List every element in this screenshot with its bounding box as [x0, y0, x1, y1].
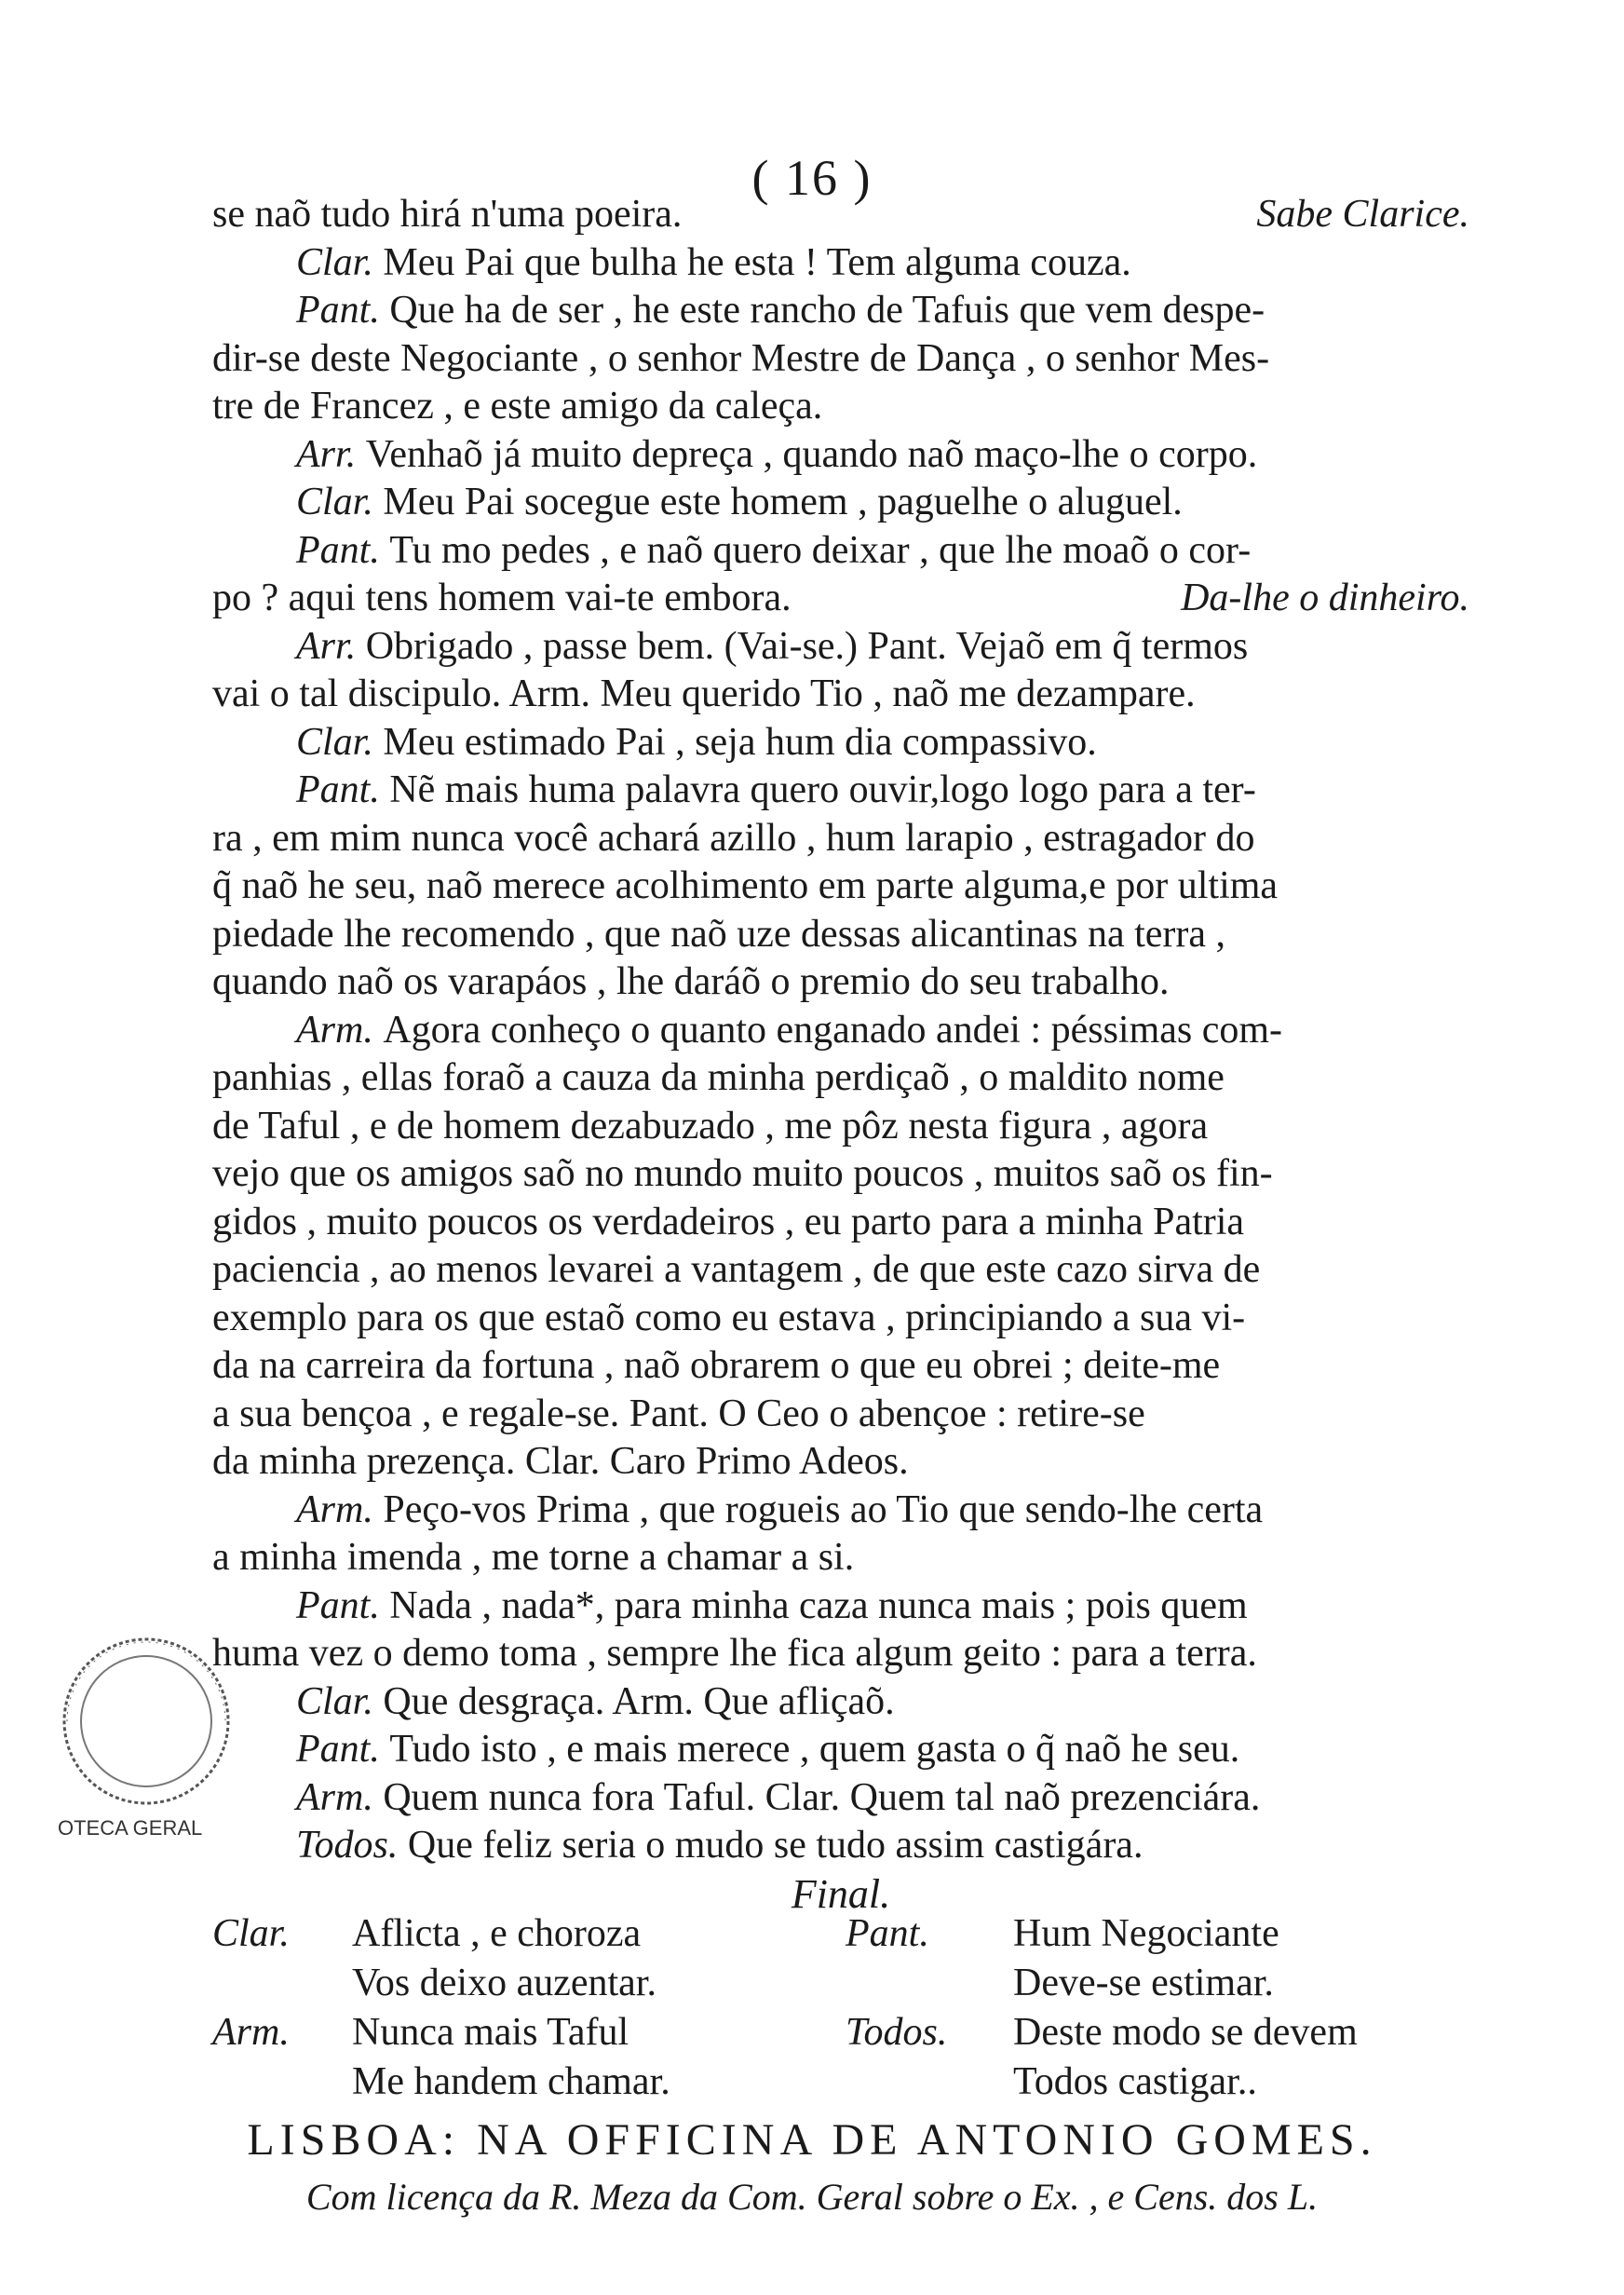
- line-text: Meu Pai socegue este homem , paguelhe o aluguel.: [383, 481, 1183, 523]
- line-text: Que feliz seria o mudo se tudo assim castigára.: [407, 1824, 1144, 1867]
- verse-text: Todos castigar..: [1013, 2060, 1257, 2103]
- text-line: [212, 479, 1469, 527]
- line-text: Meu Pai que bulha he esta ! Tem alguma couza.: [383, 240, 1131, 284]
- stage-direction: Da-lhe o dinheiro.: [1181, 577, 1469, 619]
- line-text: Peço-vos Prima , que rogueis ao Tio que sendo-lhe certa: [383, 1487, 1264, 1531]
- stamp-text: OTECA GERAL: [58, 1816, 203, 1840]
- text-line: [212, 1295, 1469, 1343]
- line-text: tre de Francez , e este amigo da caleça.: [212, 385, 823, 428]
- speaker-label: Arr.: [296, 432, 366, 476]
- text-line: [212, 911, 1469, 959]
- speaker-label: Pant.: [296, 1583, 390, 1627]
- text-line: [212, 431, 1469, 480]
- verse-text: Me handem chamar.: [352, 2060, 670, 2103]
- text-line: [212, 575, 1469, 623]
- stage-direction: Sabe Clarice.: [1256, 193, 1469, 236]
- line-text: dir-se deste Negociante , o senhor Mestre de Dança , o senhor Mes-: [212, 336, 1270, 380]
- text-line: [212, 1342, 1469, 1391]
- text-line: [212, 1678, 1469, 1727]
- verse-line: [212, 1909, 1469, 1959]
- line-text: da na carreira da fortuna , naõ obrarem o que eu obrei ; deite-me: [212, 1344, 1221, 1387]
- speaker-label: Clar.: [296, 1679, 384, 1723]
- line-text: Agora conheço o quanto enganado andei : péssimas com-: [383, 1008, 1283, 1052]
- line-text: ra , em mim nunca você achará azillo , hum larapio , estragador do: [212, 816, 1255, 860]
- text-line: [212, 767, 1469, 815]
- text-line: [212, 1726, 1469, 1774]
- license-line: Com licença da R. Meza da Com. Geral sobre o Ex. , e Cens. dos L.: [305, 2176, 1319, 2218]
- speaker-label: Clar.: [296, 481, 384, 523]
- text-line: [212, 1246, 1469, 1295]
- text-line: [212, 239, 1469, 288]
- speaker-label: Pant.: [296, 289, 390, 332]
- verse-text: Aflicta , e choroza: [352, 1912, 642, 1955]
- speaker-label: Pant.: [296, 768, 390, 811]
- verse-line: [212, 2057, 1469, 2107]
- speaker-label: Pant.: [296, 1728, 390, 1771]
- line-text: a minha imenda , me torne a chamar a si.: [212, 1536, 855, 1579]
- line-text: panhias , ellas foraõ a cauza da minha perdiçaõ , o maldito nome: [212, 1056, 1225, 1099]
- text-line: [212, 719, 1469, 767]
- verse-speaker: Pant.: [846, 1912, 929, 1955]
- text-line: [212, 958, 1469, 1007]
- verse-text: Nunca mais Taful: [352, 2011, 629, 2054]
- line-text: Que ha de ser , he este rancho de Tafuis que vem despe-: [389, 289, 1265, 332]
- text-line: [212, 287, 1469, 335]
- line-text: Tudo isto , e mais merece , quem gasta o q̃ naõ he seu.: [389, 1728, 1240, 1771]
- final-heading: Final.: [791, 1870, 891, 1917]
- text-line: [212, 815, 1469, 863]
- text-line: [212, 1007, 1469, 1055]
- line-text: huma vez o demo toma , sempre lhe fica algum geito : para a terra.: [212, 1632, 1257, 1675]
- page-number: ( 16 ): [751, 150, 873, 206]
- verse-line: [212, 2008, 1469, 2057]
- line-text: po ? aqui tens homem vai-te embora.: [212, 577, 792, 619]
- line-text: piedade lhe recomendo , que naõ uze dessas alicantinas na terra ,: [212, 912, 1226, 956]
- text-line: [212, 335, 1469, 384]
- text-line: [212, 1582, 1469, 1631]
- line-text: Obrigado , passe bem. (Vai-se.) Pant. Vejaõ em q̃ termos: [365, 624, 1249, 668]
- line-text: Que desgraça. Arm. Que afliçaõ.: [383, 1679, 895, 1723]
- line-text: da minha prezença. Clar. Caro Primo Adeos.: [212, 1440, 909, 1483]
- text-line: [212, 1822, 1469, 1870]
- imprint-line: LISBOA: NA OFFICINA DE ANTONIO GOMES.: [247, 2115, 1377, 2165]
- line-text: Nẽ mais huma palavra quero ouvir,logo logo para a ter-: [389, 768, 1256, 811]
- line-text: Venhaõ já muito depreça , quando naõ maço-lhe o corpo.: [365, 432, 1258, 476]
- line-text: Tu mo pedes , e naõ quero deixar , que lhe moaõ o cor-: [389, 528, 1252, 572]
- line-text: a sua bençoa , e regale-se. Pant. O Ceo o abençoe : retire-se: [212, 1392, 1145, 1435]
- text-line: [212, 1487, 1469, 1535]
- speaker-label: Pant.: [296, 528, 390, 572]
- verse-text: Deve-se estimar.: [1013, 1962, 1274, 2004]
- library-stamp: [58, 1619, 253, 1842]
- line-text: de Taful , e de homem dezabuzado , me pôz nesta figura , agora: [212, 1104, 1209, 1148]
- line-text: Quem nunca fora Taful. Clar. Quem tal naõ prezenciára.: [383, 1775, 1261, 1819]
- line-text: se naõ tudo hirá n'uma poeira.: [212, 193, 683, 236]
- verse-text: Hum Negociante: [1013, 1912, 1279, 1955]
- text-line: [212, 383, 1469, 431]
- speaker-label: Clar.: [296, 240, 384, 284]
- text-line: [212, 1150, 1469, 1199]
- text-line: [212, 1630, 1469, 1678]
- text-line: [212, 1774, 1469, 1823]
- line-text: vai o tal discipulo. Arm. Meu querido Tio , naõ me dezampare.: [212, 672, 1196, 715]
- line-text: paciencia , ao menos levarei a vantagem , de que este cazo sirva de: [212, 1248, 1261, 1291]
- text-line: [212, 527, 1469, 576]
- text-line: [212, 1103, 1469, 1151]
- text-line: [212, 1438, 1469, 1487]
- speaker-label: Clar.: [296, 720, 384, 764]
- verse-speaker: Clar.: [212, 1912, 290, 1955]
- line-text: Nada , nada*, para minha caza nunca mais ; pois quem: [389, 1583, 1248, 1627]
- verse-speaker: Arm.: [212, 2011, 290, 2054]
- play-text: [212, 191, 1469, 1918]
- text-line: [212, 862, 1469, 911]
- text-line: [212, 1054, 1469, 1103]
- speaker-label: Arm.: [296, 1775, 384, 1819]
- speaker-label: Arm.: [296, 1487, 384, 1531]
- line-text: gidos , muito poucos os verdadeiros , eu parto para a minha Patria: [212, 1200, 1245, 1243]
- line-text: vejo que os amigos saõ no mundo muito poucos , muitos saõ os fin-: [212, 1152, 1273, 1195]
- text-line: [212, 1391, 1469, 1439]
- speaker-label: Arm.: [296, 1008, 384, 1052]
- text-line: [212, 623, 1469, 672]
- speaker-label: Todos.: [296, 1824, 408, 1867]
- text-line: [212, 1199, 1469, 1247]
- text-line: [212, 1534, 1469, 1582]
- text-line: [212, 671, 1469, 719]
- final-verse: [212, 1909, 1469, 2107]
- text-line: [212, 191, 1469, 239]
- verse-line: [212, 1959, 1469, 2008]
- line-text: q̃ naõ he seu, naõ merece acolhimento em parte alguma,e por ultima: [212, 864, 1279, 907]
- line-text: quando naõ os varapáos , lhe daráõ o premio do seu trabalho.: [212, 960, 1170, 1003]
- verse-speaker: Todos.: [846, 2011, 948, 2054]
- verse-text: Deste modo se devem: [1013, 2011, 1358, 2054]
- speaker-label: Arr.: [296, 624, 366, 668]
- line-text: exemplo para os que estaõ como eu estava , principiando a sua vi-: [212, 1296, 1246, 1339]
- line-text: Meu estimado Pai , seja hum dia compassivo.: [383, 720, 1097, 764]
- verse-text: Vos deixo auzentar.: [352, 1962, 656, 2004]
